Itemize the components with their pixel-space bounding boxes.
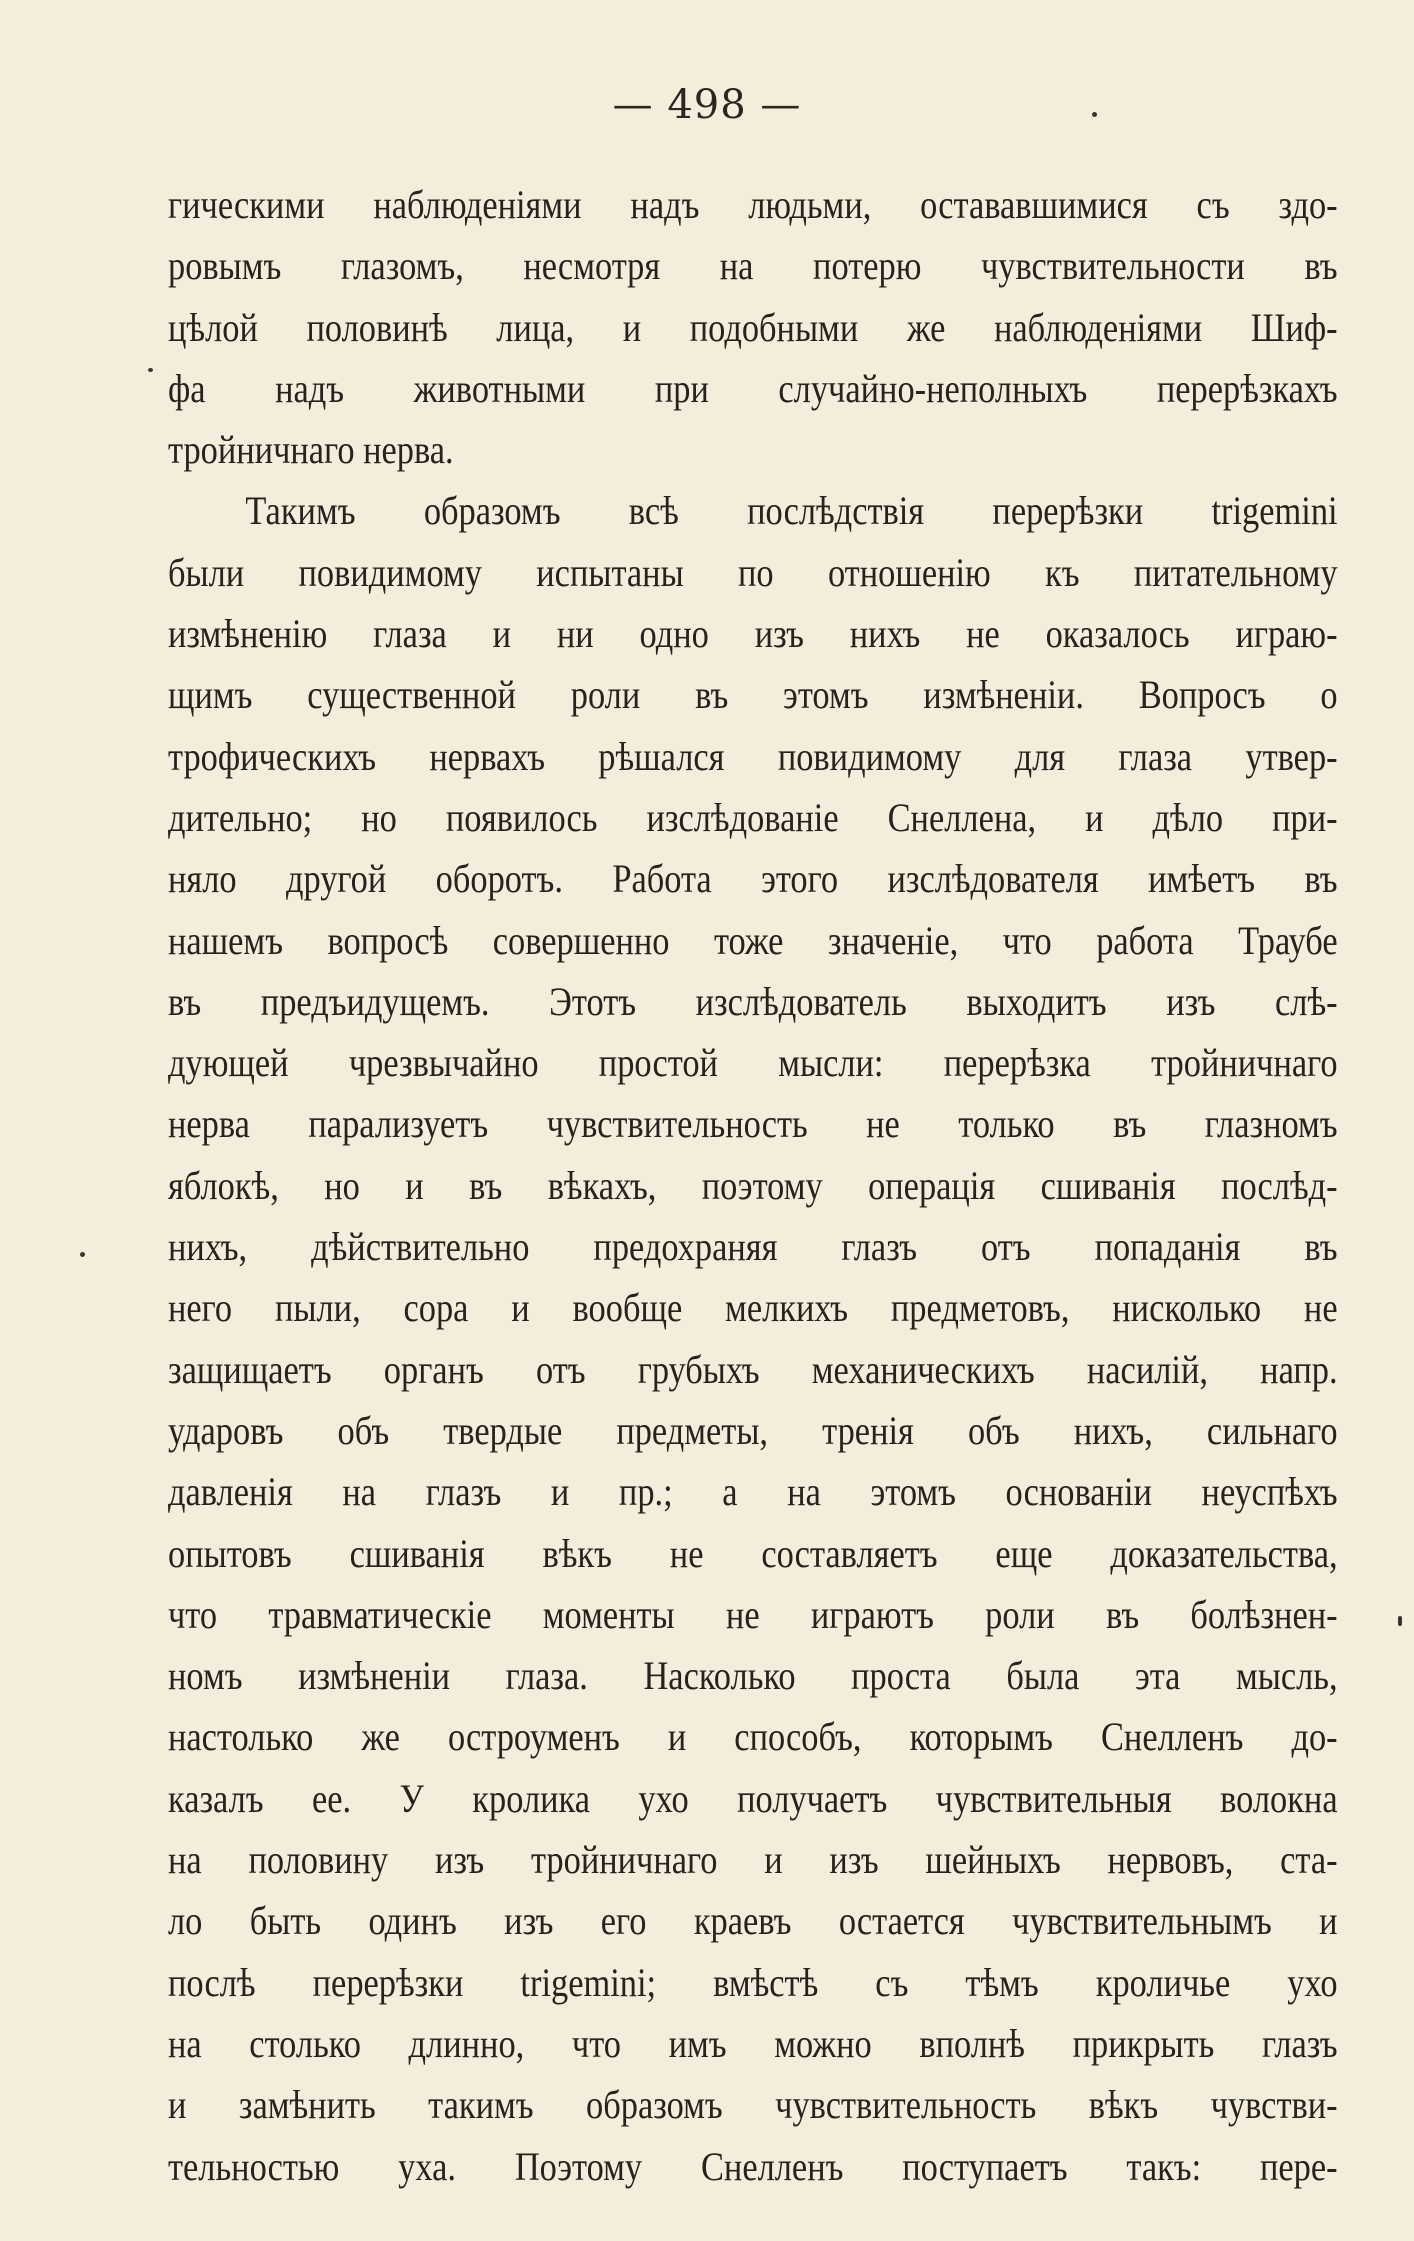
- text-line: трофическихъ нервахъ рѣшался повидимому для глаза утвер-: [168, 733, 1338, 779]
- text-line: и замѣнить такимъ образомъ чувствительность вѣкъ чувстви-: [168, 2082, 1338, 2128]
- paragraph-first-line: Такимъ образомъ всѣ послѣдствія перерѣзки trigemini: [245, 488, 1338, 534]
- text-line: измѣненію глаза и ни одно изъ нихъ не оказалось играю-: [168, 611, 1338, 657]
- text-line: дующей чрезвычайно простой мысли: перерѣзка тройничнаго: [168, 1040, 1338, 1086]
- text-line: на столько длинно, что имъ можно вполнѣ прикрыть глазъ: [168, 2020, 1338, 2066]
- text-line: номъ измѣненіи глаза. Насколько проста была эта мысль,: [168, 1653, 1338, 1699]
- ink-speck: [1398, 1616, 1402, 1626]
- text-line: давленія на глазъ и пр.; а на этомъ основаніи неуспѣхъ: [168, 1469, 1338, 1515]
- text-line: яблокѣ, но и въ вѣкахъ, поэтому операція сшиванія послѣд-: [168, 1162, 1338, 1208]
- text-line: настолько же остроуменъ и способъ, которымъ Снелленъ до-: [168, 1714, 1338, 1760]
- text-line: цѣлой половинѣ лица, и подобными же наблюденіями Шиф-: [168, 304, 1338, 350]
- text-line: казалъ ее. У кролика ухо получаетъ чувствительныя волокна: [168, 1775, 1338, 1821]
- body-text: [168, 174, 1338, 2197]
- text-line: фа надъ животными при случайно-неполныхъ перерѣзкахъ: [168, 365, 1338, 411]
- text-line: нихъ, дѣйствительно предохраняя глазъ отъ попаданія въ: [168, 1224, 1338, 1270]
- text-line: тельностью уха. Поэтому Снелленъ поступаетъ такъ: пере-: [168, 2143, 1338, 2189]
- text-line: на половину изъ тройничнаго и изъ шейныхъ нервовъ, ста-: [168, 1837, 1338, 1883]
- text-line: ровымъ глазомъ, несмотря на потерю чувствительности въ: [168, 243, 1338, 289]
- text-line: опытовъ сшиванія вѣкъ не составляетъ еще доказательства,: [168, 1530, 1338, 1576]
- ink-speck: [80, 1252, 85, 1257]
- text-line: него пыли, сора и вообще мелкихъ предметовъ, нисколько не: [168, 1285, 1338, 1331]
- text-line: няло другой оборотъ. Работа этого изслѣдователя имѣетъ въ: [168, 856, 1338, 902]
- text-line: были повидимому испытаны по отношенію къ питательному: [168, 549, 1338, 595]
- text-line: ло быть одинъ изъ его краевъ остается чувствительнымъ и: [168, 1898, 1338, 1944]
- page-number: — 498 —: [612, 82, 802, 128]
- text-line: тройничнаго нерва.: [168, 427, 454, 473]
- text-line: въ предъидущемъ. Этотъ изслѣдователь выходитъ изъ слѣ-: [168, 978, 1338, 1024]
- text-line: гическими наблюденіями надъ людьми, остававшимися съ здо-: [168, 182, 1338, 227]
- text-line: послѣ перерѣзки trigemini; вмѣстѣ съ тѣмъ кроличье ухо: [168, 1959, 1338, 2005]
- ink-speck: [1092, 112, 1097, 117]
- text-line: дительно; но появилось изслѣдованіе Снеллена, и дѣло при-: [168, 794, 1338, 840]
- text-line: нерва парализуетъ чувствительность не только въ глазномъ: [168, 1101, 1338, 1147]
- text-line: что травматическіе моменты не играютъ роли въ болѣзнен-: [168, 1591, 1338, 1637]
- text-line: защищаетъ органъ отъ грубыхъ механическихъ насилій, напр.: [168, 1346, 1338, 1392]
- ink-speck: [148, 368, 153, 372]
- text-line: щимъ существенной роли въ этомъ измѣненіи. Вопросъ о: [168, 672, 1338, 718]
- text-line: ударовъ объ твердые предметы, тренія объ нихъ, сильнаго: [168, 1407, 1338, 1453]
- text-line: нашемъ вопросѣ совершенно тоже значеніе, что работа Траубе: [168, 917, 1338, 963]
